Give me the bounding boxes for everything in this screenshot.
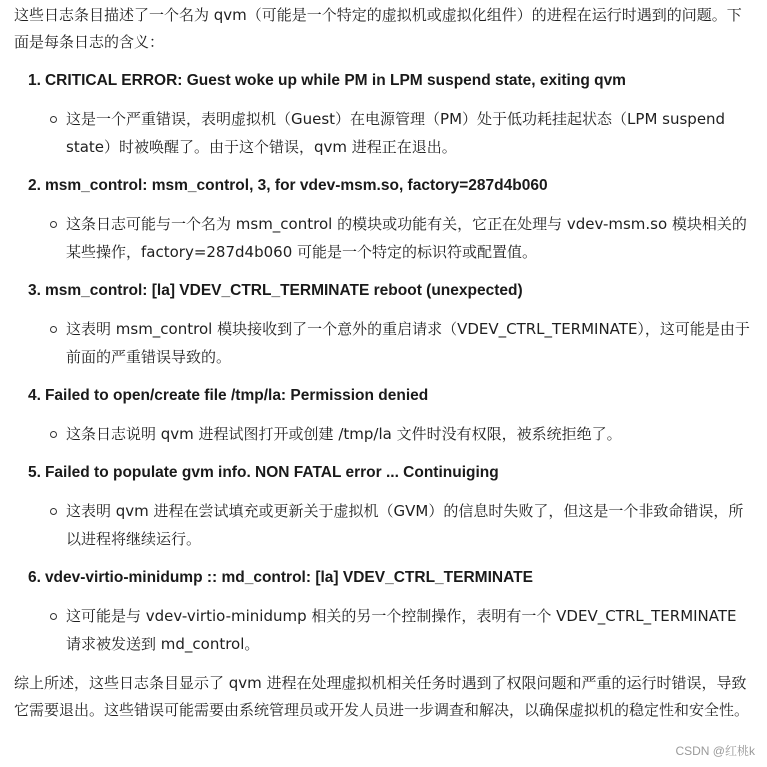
item-description [66,420,754,448]
item-number: 2. [28,177,41,194]
item-title [28,463,754,483]
item-title [28,386,754,406]
bullet-icon [50,221,57,228]
item-number: 4. [28,387,41,404]
item-title [28,568,754,588]
item-description [66,602,754,658]
item-number: 5. [28,464,41,481]
item-title-text: CRITICAL ERROR: Guest woke up while PM in LPM suspend state, exiting qvm [44,72,626,89]
item-description-text: 这表明 qvm 进程在尝试填充或更新关于虚拟机（GVM）的信息时失败了，但这是一个非致命错误，所以进程将继续运行。 [66,502,744,548]
bullet-icon [50,431,57,438]
list-item [14,568,754,658]
item-description-text: 这条日志可能与一个名为 msm_control 的模块或功能有关，它正在处理与 vdev-msm.so 模块相关的某些操作，factory=287d4b060 可能是一个特定的标识符或配置值。 [66,215,747,261]
item-title-text: msm_control: msm_control, 3, for vdev-msm.so, factory=287d4b060 [44,177,548,194]
item-description-text: 这可能是与 vdev-virtio-minidump 相关的另一个控制操作，表明有一个 VDEV_CTRL_TERMINATE 请求被发送到 md_control。 [66,607,737,653]
summary-paragraph: 综上所述，这些日志条目显示了 qvm 进程在处理虚拟机相关任务时遇到了权限问题和严重的运行时错误，导致它需要退出。这些错误可能需要由系统管理员或开发人员进一步调查和解决，以确保虚拟机的稳定性和安全性。 [14,674,750,719]
item-description-text: 这条日志说明 qvm 进程试图打开或创建 /tmp/la 文件时没有权限，被系统拒绝了。 [66,425,622,443]
csdn-watermark: CSDN @红桃k [675,744,755,758]
item-description [66,497,754,553]
bullet-icon [50,116,57,123]
item-description [66,105,754,161]
item-title [28,176,754,196]
item-description-text: 这表明 msm_control 模块接收到了一个意外的重启请求（VDEV_CTRL_TERMINATE），这可能是由于前面的严重错误导致的。 [66,320,750,366]
list-item [14,281,754,371]
item-title-text: msm_control: [la] VDEV_CTRL_TERMINATE reboot (unexpected) [44,282,523,299]
article [14,0,754,724]
item-description [66,210,754,266]
item-description [66,315,754,371]
item-title [28,71,754,91]
bullet-icon [50,613,57,620]
bullet-icon [50,326,57,333]
list-item [14,386,754,448]
list-item [14,176,754,266]
item-title-text: Failed to populate gvm info. NON FATAL error ... Continuiging [44,464,499,481]
bullet-icon [50,508,57,515]
item-description-text: 这是一个严重错误，表明虚拟机（Guest）在电源管理（PM）处于低功耗挂起状态（LPM suspend state）时被唤醒了。由于这个错误，qvm 进程正在退出。 [66,110,726,156]
item-title-text: Failed to open/create file /tmp/la: Permission denied [44,387,429,404]
item-title [28,281,754,301]
item-title-text: vdev-virtio-minidump :: md_control: [la] VDEV_CTRL_TERMINATE [44,569,533,586]
item-number: 3. [28,282,41,299]
list-item [14,71,754,161]
item-number: 6. [28,569,41,586]
intro-paragraph: 这些日志条目描述了一个名为 qvm（可能是一个特定的虚拟机或虚拟化组件）的进程在运行时遇到的问题。下面是每条日志的含义： [14,6,742,51]
list-item [14,463,754,553]
log-list [14,71,754,658]
item-number: 1. [28,72,41,89]
